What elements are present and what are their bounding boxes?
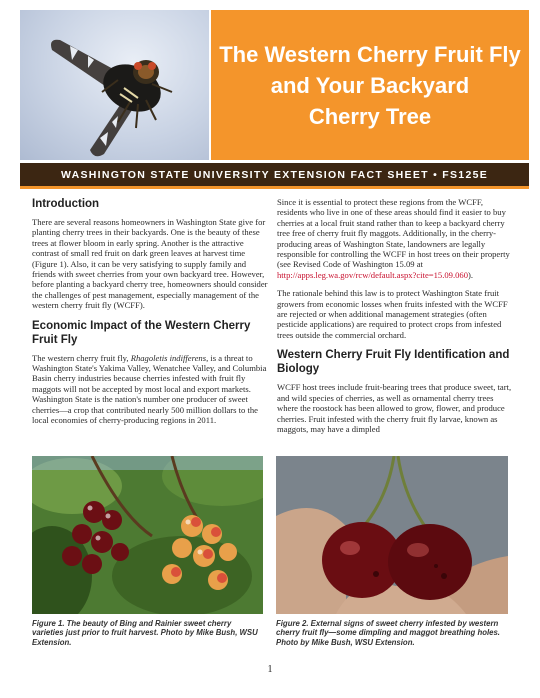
species-name: Rhagoletis indifferens	[130, 352, 207, 363]
figure-2-caption: Figure 2. External signs of sweet cherry infested by western cherry fruit fly—some dimpling and maggot breathing holes. Photo by Mike Bush, WSU Extension.	[276, 619, 500, 647]
infested-cherry-illustration	[276, 456, 508, 614]
left-column	[32, 197, 270, 426]
protection-text-before: Since it is essential to protect these regions from the WCFF, residents who live in one of these areas should find it easier to buy cherries at a local fruit stand rather than to keep a backyard cherry tree free of cherry fruit fly maggots. Additionally, in the cherry-producing areas of Washington State, landowners are legally responsible for controlling the WCFF in host trees on their property (see Revised Code of Washington 15.09 at	[277, 197, 510, 270]
page-number: 1	[267, 664, 273, 675]
title-line-3: Cherry Tree	[308, 103, 432, 129]
figure-1-caption: Figure 1. The beauty of Bing and Rainier sweet cherry varieties just prior to fruit harvest. Photo by Mike Bush, WSU Extension.	[32, 619, 258, 647]
title-line-2: and Your Backyard	[270, 72, 470, 98]
fact-sheet-bar: WASHINGTON STATE UNIVERSITY EXTENSION FACT SHEET • FS125E	[20, 163, 529, 189]
protection-text-after: ).	[468, 269, 474, 280]
economic-impact-paragraph	[32, 353, 270, 426]
fruit-fly-illustration	[20, 10, 209, 160]
cherry-tree-illustration	[32, 456, 263, 614]
identification-heading: Western Cherry Fruit Fly Identification and Biology	[277, 349, 510, 376]
title-line-1: The Western Cherry Fruit Fly	[219, 41, 521, 67]
figure-2-photo	[276, 456, 508, 614]
rcw-link[interactable]: http://apps.leg.wa.gov/rcw/default.aspx?cite=15.09.060	[277, 269, 468, 280]
right-column	[277, 197, 515, 434]
intro-heading: Introduction	[32, 198, 100, 210]
econ-text-after: , is a threat to Washington State's Yakima Valley, Wenatchee Valley, and Columbia Basin cherry industries because cherries infested with fruit fly maggots will not be accepted by most local and export markets. Washington State is the nation's number one producer of sweet cherries—a crop that contributed nearly 500 million dollars to the local economies of cherry-producing regions in 2011.	[32, 352, 267, 426]
title-banner	[211, 10, 529, 160]
fruit-fly-photo	[20, 10, 209, 160]
protection-paragraph	[277, 197, 515, 280]
intro-paragraph: There are several reasons homeowners in Washington State give for planting cherry trees in their backyards. One is the beauty of these trees at flower bloom in early spring. Another is the attractive contrast of small red fruit on dark green leaves at harvest time (Figure 1). Also, it can be very satisfying to supply family and friends with sweet cherries from your own backyard tree. However, before planting a backyard cherry tree, homeowners should consider the challenges of pest management, especially management of the western cherry fruit fly (WCFF).	[32, 217, 268, 311]
econ-text-before: The western cherry fruit fly,	[32, 352, 131, 363]
identification-paragraph: WCFF host trees include fruit-bearing trees that produce sweet, tart, and wild species of cherries, as well as ornamental cherry trees where the roostock has been allowed to grow, flower, and produce cherries. Fruit infested with the cherry fruit fly larvae, known as maggots, may have a dimpled	[277, 382, 512, 434]
rationale-paragraph: The rationale behind this law is to protect Washington State fruit growers from economic losses when fruits infested with the WCFF are rejected or when additional management strategies (often pesticide applications) are required to protect crops from infested trees outside the commercial orchard.	[277, 288, 508, 340]
economic-impact-heading: Economic Impact of the Western Cherry Fruit Fly	[32, 319, 251, 346]
figure-1-photo	[32, 456, 263, 614]
